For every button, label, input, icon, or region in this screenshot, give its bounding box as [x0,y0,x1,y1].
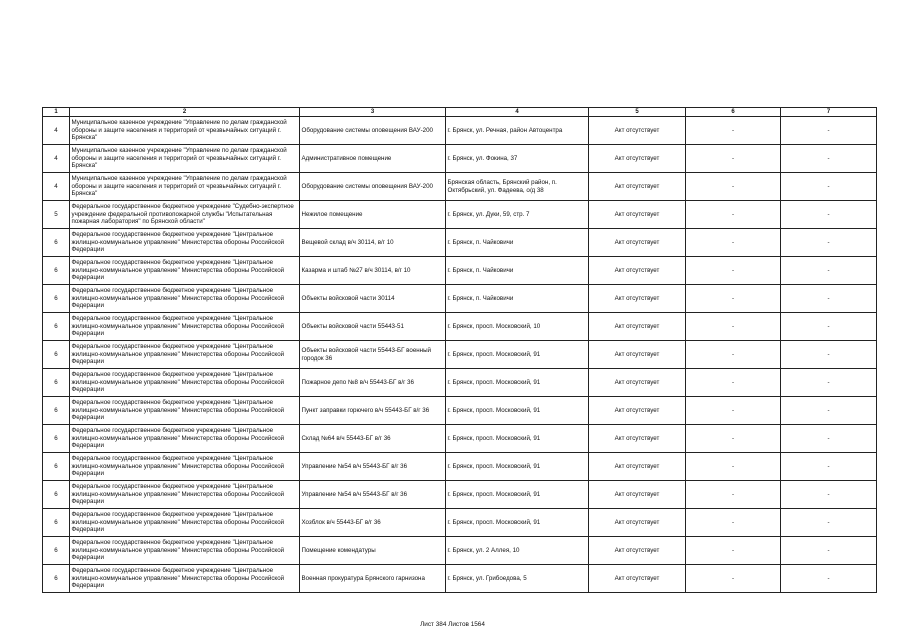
act-status: Акт отсутствует [589,257,686,285]
object-address: г. Брянск, п. Чайковичи [446,257,589,285]
organization-name: Федеральное государственное бюджетное учреждение "Центральное жилищно-коммунальное управление" Министерства обороны Российской Федерации [70,565,300,593]
column-6-value: - [686,285,781,313]
row-number: 6 [43,565,70,593]
column-7-value: - [781,229,877,257]
object-name: Объекты войсковой части 55443-51 [300,313,446,341]
act-status: Акт отсутствует [589,369,686,397]
act-status: Акт отсутствует [589,145,686,173]
object-name: Оборудование системы оповещения ВАУ-200 [300,117,446,145]
act-status: Акт отсутствует [589,565,686,593]
header-cell-1: 1 [43,108,70,117]
object-address: г. Брянск, просп. Московский, 10 [446,313,589,341]
column-6-value: - [686,565,781,593]
act-status: Акт отсутствует [589,229,686,257]
table-row [43,229,877,257]
object-address: г. Брянск, просп. Московский, 91 [446,425,589,453]
object-address: г. Брянск, п. Чайковичи [446,285,589,313]
page-counter: Лист 384 Листов 1564 [420,621,485,628]
act-status: Акт отсутствует [589,453,686,481]
column-7-value: - [781,201,877,229]
object-name: Хозблок в/ч 55443-БГ в/г 36 [300,509,446,537]
act-status: Акт отсутствует [589,509,686,537]
object-name: Административное помещение [300,145,446,173]
organization-name: Федеральное государственное бюджетное учреждение "Судебно-экспертное учреждение федеральной противопожарной службы "Испытательная пожарная лаборатория" по Брянской области" [70,201,300,229]
header-cell-5: 5 [589,108,686,117]
organization-name: Федеральное государственное бюджетное учреждение "Центральное жилищно-коммунальное управление" Министерства обороны Российской Федерации [70,229,300,257]
act-status: Акт отсутствует [589,397,686,425]
object-address: г. Брянск, ул. Фокина, 37 [446,145,589,173]
organization-name: Федеральное государственное бюджетное учреждение "Центральное жилищно-коммунальное управление" Министерства обороны Российской Федерации [70,285,300,313]
column-6-value: - [686,173,781,201]
header-cell-7: 7 [781,108,877,117]
column-7-value: - [781,425,877,453]
column-7-value: - [781,341,877,369]
column-6-value: - [686,145,781,173]
act-status: Акт отсутствует [589,425,686,453]
organization-name: Федеральное государственное бюджетное учреждение "Центральное жилищно-коммунальное управление" Министерства обороны Российской Федерации [70,509,300,537]
column-6-value: - [686,369,781,397]
organization-name: Федеральное государственное бюджетное учреждение "Центральное жилищно-коммунальное управление" Министерства обороны Российской Федерации [70,313,300,341]
column-6-value: - [686,509,781,537]
table-row [43,397,877,425]
table-row [43,341,877,369]
column-7-value: - [781,257,877,285]
column-6-value: - [686,257,781,285]
column-7-value: - [781,117,877,145]
table-row [43,145,877,173]
row-number: 6 [43,481,70,509]
object-address: г. Брянск, просп. Московский, 91 [446,509,589,537]
column-6-value: - [686,117,781,145]
header-cell-4: 4 [446,108,589,117]
row-number: 6 [43,257,70,285]
object-name: Вещевой склад в/ч 30114, в/г 10 [300,229,446,257]
organization-name: Федеральное государственное бюджетное учреждение "Центральное жилищно-коммунальное управление" Министерства обороны Российской Федерации [70,257,300,285]
column-7-value: - [781,565,877,593]
header-row [43,108,877,117]
object-address: г. Брянск, просп. Московский, 91 [446,481,589,509]
row-number: 6 [43,341,70,369]
organization-name: Федеральное государственное бюджетное учреждение "Центральное жилищно-коммунальное управление" Министерства обороны Российской Федерации [70,397,300,425]
organization-name: Федеральное государственное бюджетное учреждение "Центральное жилищно-коммунальное управление" Министерства обороны Российской Федерации [70,425,300,453]
object-name: Оборудование системы оповещения ВАУ-200 [300,173,446,201]
object-name: Пожарное депо №8 в/ч 55443-БГ в/г 36 [300,369,446,397]
organization-name: Федеральное государственное бюджетное учреждение "Центральное жилищно-коммунальное управление" Министерства обороны Российской Федерации [70,341,300,369]
row-number: 6 [43,313,70,341]
table-row [43,369,877,397]
object-address: г. Брянск, ул. Грибоедова, 5 [446,565,589,593]
table-row [43,257,877,285]
table-row [43,173,877,201]
column-7-value: - [781,285,877,313]
registry-table [42,107,877,593]
organization-name: Федеральное государственное бюджетное учреждение "Центральное жилищно-коммунальное управление" Министерства обороны Российской Федерации [70,453,300,481]
object-name: Казарма и штаб №27 в/ч 30114, в/г 10 [300,257,446,285]
organization-name: Муниципальное казенное учреждение "Управление по делам гражданской обороны и защите населения и территорий от чрезвычайных ситуаций г. Брянска" [70,145,300,173]
act-status: Акт отсутствует [589,341,686,369]
table-row [43,285,877,313]
organization-name: Федеральное государственное бюджетное учреждение "Центральное жилищно-коммунальное управление" Министерства обороны Российской Федерации [70,369,300,397]
column-7-value: - [781,453,877,481]
act-status: Акт отсутствует [589,481,686,509]
row-number: 6 [43,509,70,537]
column-6-value: - [686,453,781,481]
object-name: Помещение комендатуры [300,537,446,565]
column-6-value: - [686,341,781,369]
table-row [43,509,877,537]
column-6-value: - [686,397,781,425]
organization-name: Федеральное государственное бюджетное учреждение "Центральное жилищно-коммунальное управление" Министерства обороны Российской Федерации [70,481,300,509]
column-7-value: - [781,145,877,173]
table-row [43,117,877,145]
object-name: Управление №54 в/ч 55443-БГ в/г 36 [300,481,446,509]
act-status: Акт отсутствует [589,537,686,565]
row-number: 6 [43,425,70,453]
row-number: 6 [43,229,70,257]
column-6-value: - [686,229,781,257]
column-7-value: - [781,509,877,537]
table-body [43,117,877,593]
table-row [43,313,877,341]
table-row [43,565,877,593]
object-name: Пункт заправки горючего в/ч 55443-БГ в/г 36 [300,397,446,425]
act-status: Акт отсутствует [589,313,686,341]
table-row [43,481,877,509]
object-name: Объекты войсковой части 55443-БГ военный городок 36 [300,341,446,369]
object-name: Нежилое помещение [300,201,446,229]
table-row [43,201,877,229]
object-name: Управление №54 в/ч 55443-БГ в/г 36 [300,453,446,481]
table-row [43,425,877,453]
column-6-value: - [686,201,781,229]
table-row [43,537,877,565]
object-address: г. Брянск, ул. Дуки, 59, стр. 7 [446,201,589,229]
row-number: 4 [43,117,70,145]
object-address: г. Брянск, просп. Московский, 91 [446,397,589,425]
header-cell-3: 3 [300,108,446,117]
row-number: 6 [43,285,70,313]
object-address: г. Брянск, просп. Московский, 91 [446,453,589,481]
organization-name: Муниципальное казенное учреждение "Управление по делам гражданской обороны и защите населения и территорий от чрезвычайных ситуаций г. Брянска" [70,117,300,145]
column-7-value: - [781,397,877,425]
header-cell-6: 6 [686,108,781,117]
act-status: Акт отсутствует [589,173,686,201]
column-7-value: - [781,313,877,341]
row-number: 5 [43,201,70,229]
column-7-value: - [781,537,877,565]
act-status: Акт отсутствует [589,201,686,229]
column-7-value: - [781,173,877,201]
row-number: 4 [43,173,70,201]
column-6-value: - [686,425,781,453]
act-status: Акт отсутствует [589,117,686,145]
object-address: г. Брянск, ул. Речная, район Автоцентра [446,117,589,145]
organization-name: Муниципальное казенное учреждение "Управление по делам гражданской обороны и защите населения и территорий от чрезвычайных ситуаций г. Брянска" [70,173,300,201]
table-row [43,453,877,481]
row-number: 6 [43,369,70,397]
object-name: Военная прокуратура Брянского гарнизона [300,565,446,593]
object-address: г. Брянск, ул. 2 Аллея, 10 [446,537,589,565]
row-number: 4 [43,145,70,173]
row-number: 6 [43,537,70,565]
object-address: Брянская область, Брянский район, п. Октябрьский, ул. Фадеева, о/д 38 [446,173,589,201]
column-7-value: - [781,481,877,509]
column-6-value: - [686,313,781,341]
row-number: 6 [43,453,70,481]
column-6-value: - [686,481,781,509]
act-status: Акт отсутствует [589,285,686,313]
column-7-value: - [781,369,877,397]
object-address: г. Брянск, просп. Московский, 91 [446,369,589,397]
organization-name: Федеральное государственное бюджетное учреждение "Центральное жилищно-коммунальное управление" Министерства обороны Российской Федерации [70,537,300,565]
object-name: Объекты войсковой части 30114 [300,285,446,313]
object-name: Склад №64 в/ч 55443-БГ в/г 36 [300,425,446,453]
header-cell-2: 2 [70,108,300,117]
row-number: 6 [43,397,70,425]
object-address: г. Брянск, п. Чайковичи [446,229,589,257]
object-address: г. Брянск, просп. Московский, 91 [446,341,589,369]
column-6-value: - [686,537,781,565]
